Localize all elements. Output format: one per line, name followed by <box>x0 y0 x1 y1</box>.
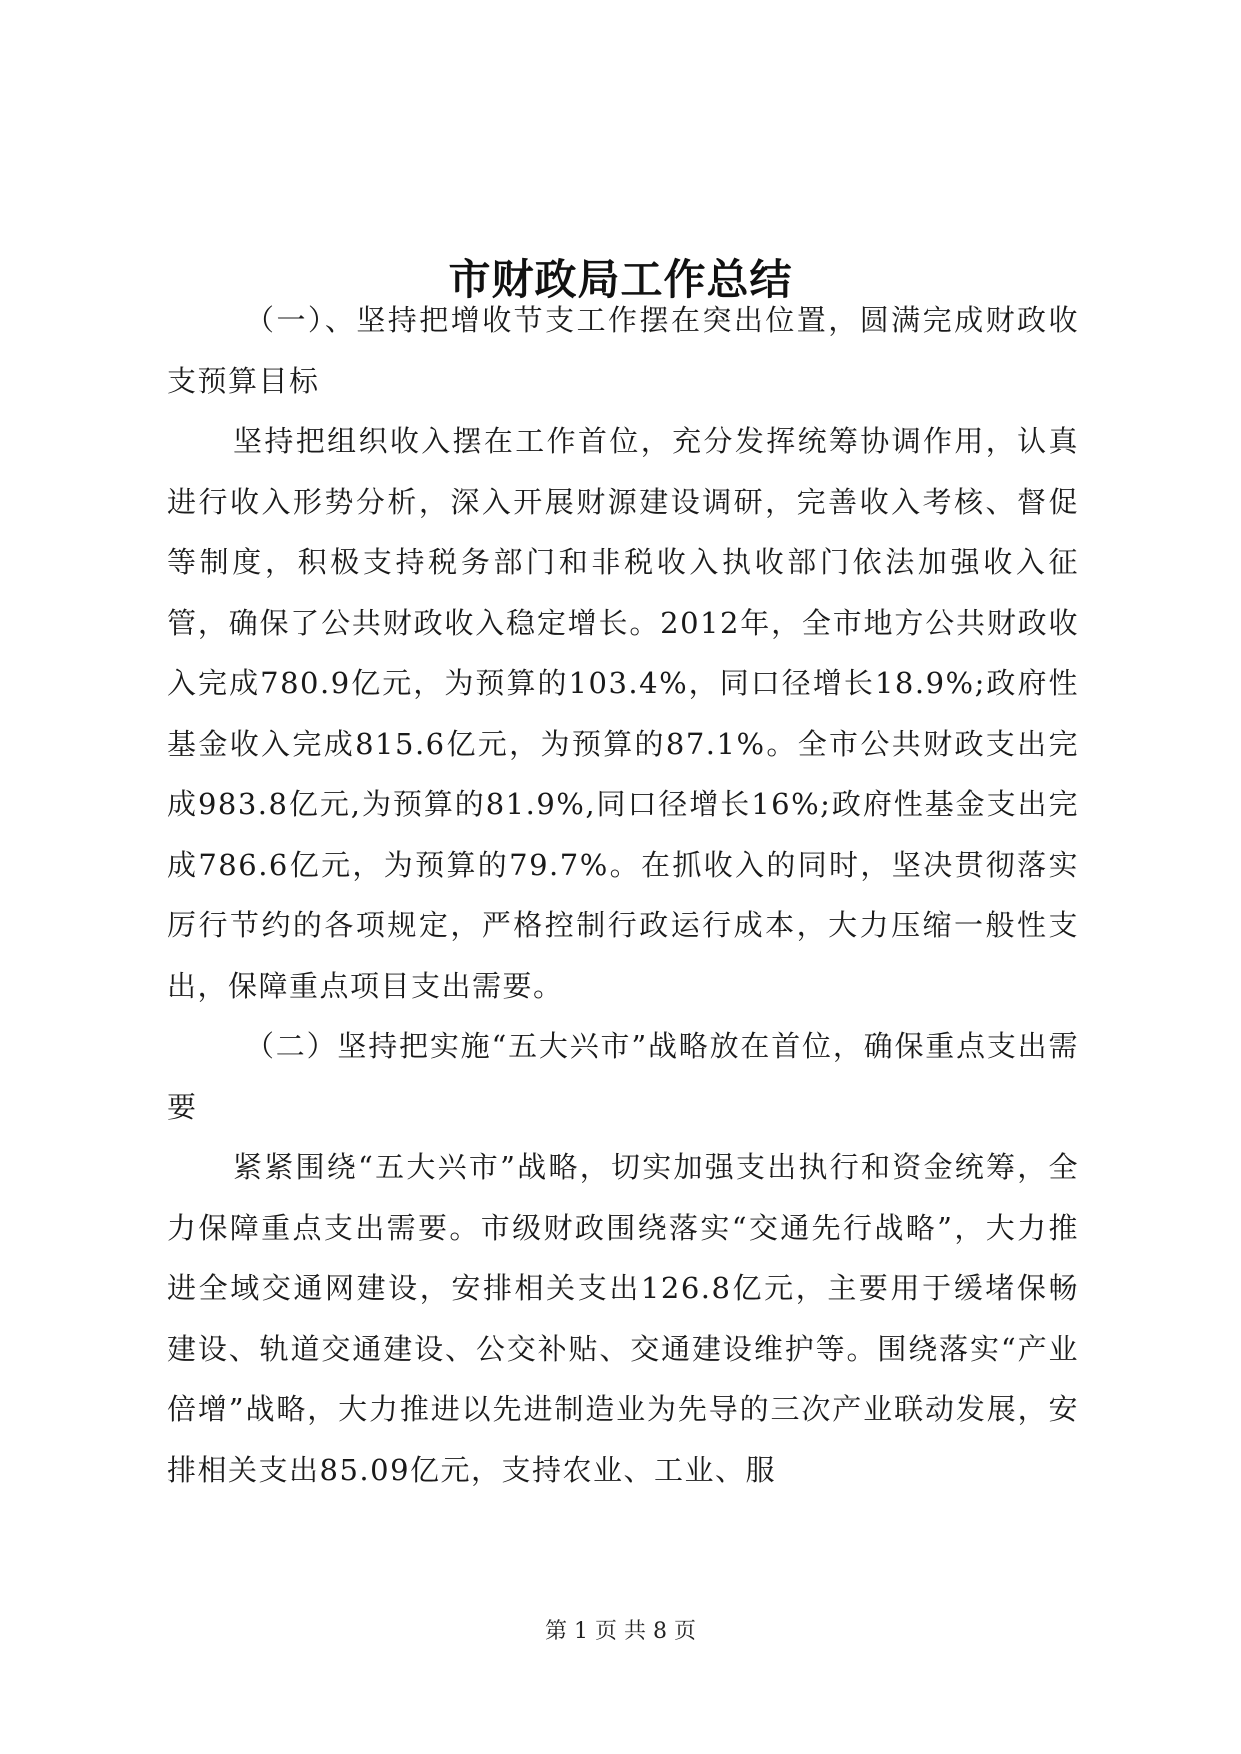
paragraph-2: 紧紧围绕“五大兴市”战略，切实加强支出执行和资金统筹，全力保障重点支出需要。市级财政围绕落实“交通先行战略”，大力推进全域交通网建设，安排相关支出126.8亿元，主要用于缓堵保畅建设、轨道交通建设、公交补贴、交通建设维护等。围绕落实“产业倍增”战略，大力推进以先进制造业为先导的三次产业联动发展，安排相关支出85.09亿元，支持农业、工业、服 <box>167 1150 1079 1487</box>
document-title: 市财政局工作总结 <box>448 255 793 305</box>
document-body <box>167 290 1079 1500</box>
section-heading-2: （二）坚持把实施“五大兴市”战略放在首位，确保重点支出需要 <box>167 1029 1079 1124</box>
paragraph-1: 坚持把组织收入摆在工作首位，充分发挥统筹协调作用，认真进行收入形势分析，深入开展财源建设调研，完善收入考核、督促等制度，积极支持税务部门和非税收入执收部门依法加强收入征管，确保了公共财政收入稳定增长。2012年，全市地方公共财政收入完成780.9亿元，为预算的103.4%，同口径增长18.9%;政府性基金收入完成815.6亿元，为预算的87.1%。全市公共财政支出完成983.8亿元,为预算的81.9%,同口径增长16%;政府性基金支出完成786.6亿元，为预算的79.7%。在抓收入的同时，坚决贯彻落实厉行节约的各项规定，严格控制行政运行成本，大力压缩一般性支出，保障重点项目支出需要。 <box>167 424 1079 1003</box>
page-footer: 第 1 页 共 8 页 <box>545 1619 696 1644</box>
section-heading-1: （一）、坚持把增收节支工作摆在突出位置，圆满完成财政收支预算目标 <box>167 303 1079 398</box>
